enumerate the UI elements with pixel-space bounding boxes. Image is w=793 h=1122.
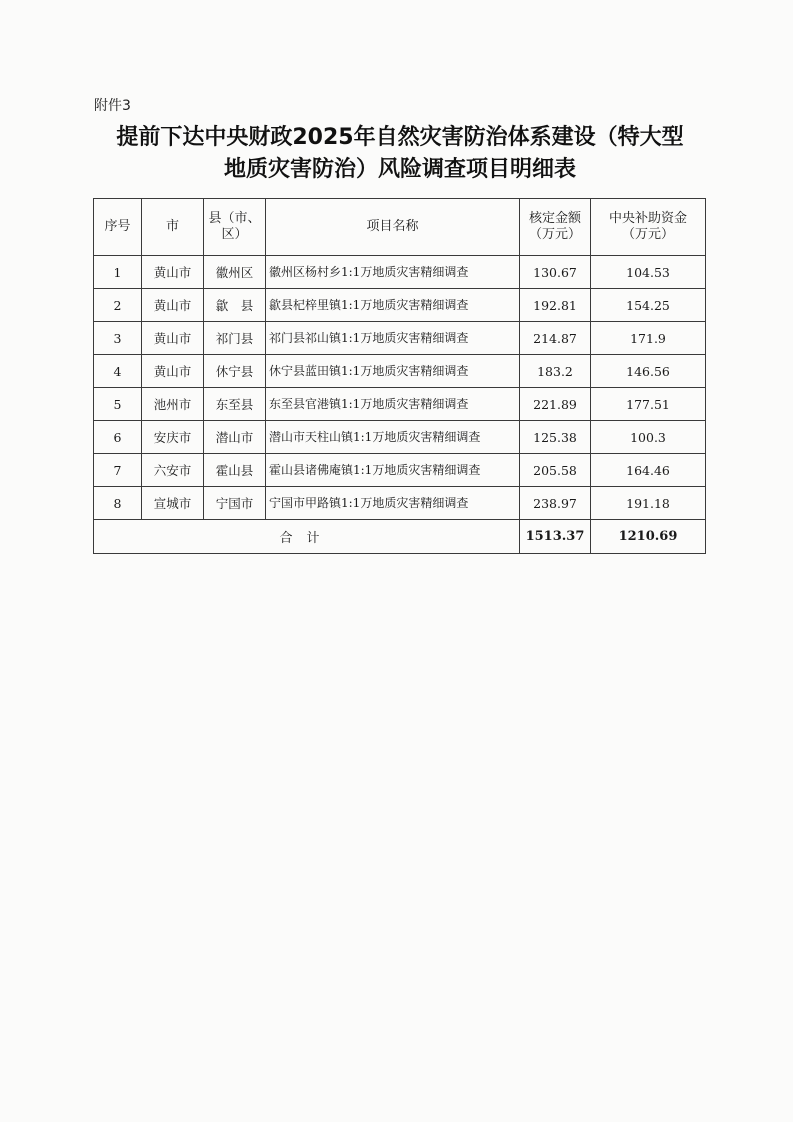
cell-county: 东至县 xyxy=(204,388,266,421)
header-subsidy-line2: （万元） xyxy=(621,227,674,242)
header-approved-line1: 核定金额 xyxy=(528,211,581,226)
cell-city: 池州市 xyxy=(142,388,204,421)
attachment-label: 附件3 xyxy=(94,98,131,114)
total-row xyxy=(94,520,706,554)
cell-approved: 205.58 xyxy=(520,454,591,487)
cell-project: 休宁县蓝田镇1:1万地质灾害精细调查 xyxy=(266,355,520,388)
cell-approved: 183.2 xyxy=(520,355,591,388)
table-row xyxy=(94,289,706,322)
total-subsidy: 1210.69 xyxy=(591,520,706,554)
header-project: 项目名称 xyxy=(266,199,520,256)
header-county-line2: 区） xyxy=(221,227,248,242)
header-subsidy-line1: 中央补助资金 xyxy=(608,211,687,226)
cell-approved: 221.89 xyxy=(520,388,591,421)
cell-county: 徽州区 xyxy=(204,256,266,289)
cell-approved: 125.38 xyxy=(520,421,591,454)
cell-index: 3 xyxy=(94,322,142,355)
cell-approved: 214.87 xyxy=(520,322,591,355)
cell-subsidy: 146.56 xyxy=(591,355,706,388)
header-index: 序号 xyxy=(94,199,142,256)
cell-subsidy: 104.53 xyxy=(591,256,706,289)
cell-county: 休宁县 xyxy=(204,355,266,388)
cell-city: 黄山市 xyxy=(142,322,204,355)
cell-index: 5 xyxy=(94,388,142,421)
total-label: 合计 xyxy=(94,520,520,554)
table-row xyxy=(94,322,706,355)
cell-city: 宣城市 xyxy=(142,487,204,520)
document-title xyxy=(90,122,710,186)
table-row xyxy=(94,454,706,487)
cell-city: 黄山市 xyxy=(142,355,204,388)
title-line-2: 地质灾害防治）风险调查项目明细表 xyxy=(223,157,576,182)
cell-index: 6 xyxy=(94,421,142,454)
cell-county: 宁国市 xyxy=(204,487,266,520)
header-county-line1: 县（市、 xyxy=(208,211,261,226)
cell-project: 东至县官港镇1:1万地质灾害精细调查 xyxy=(266,388,520,421)
cell-city: 黄山市 xyxy=(142,289,204,322)
header-approved-line2: （万元） xyxy=(528,227,581,242)
header-city: 市 xyxy=(142,199,204,256)
header-subsidy xyxy=(591,199,706,256)
cell-project: 潜山市天柱山镇1:1万地质灾害精细调查 xyxy=(266,421,520,454)
cell-city: 安庆市 xyxy=(142,421,204,454)
cell-project: 宁国市甲路镇1:1万地质灾害精细调查 xyxy=(266,487,520,520)
cell-index: 8 xyxy=(94,487,142,520)
table-row xyxy=(94,388,706,421)
cell-project: 祁门县祁山镇1:1万地质灾害精细调查 xyxy=(266,322,520,355)
cell-index: 2 xyxy=(94,289,142,322)
cell-county: 祁门县 xyxy=(204,322,266,355)
cell-project: 霍山县诸佛庵镇1:1万地质灾害精细调查 xyxy=(266,454,520,487)
table-header-row xyxy=(94,199,706,256)
cell-index: 1 xyxy=(94,256,142,289)
cell-approved: 192.81 xyxy=(520,289,591,322)
project-detail-table xyxy=(93,198,706,554)
cell-county: 霍山县 xyxy=(204,454,266,487)
table-row xyxy=(94,421,706,454)
cell-county: 潜山市 xyxy=(204,421,266,454)
cell-index: 4 xyxy=(94,355,142,388)
cell-subsidy: 171.9 xyxy=(591,322,706,355)
title-line-1: 提前下达中央财政2025年自然灾害防治体系建设（特大型 xyxy=(116,125,684,150)
total-approved: 1513.37 xyxy=(520,520,591,554)
cell-project: 歙县杞梓里镇1:1万地质灾害精细调查 xyxy=(266,289,520,322)
header-approved xyxy=(520,199,591,256)
header-county xyxy=(204,199,266,256)
cell-subsidy: 154.25 xyxy=(591,289,706,322)
cell-project: 徽州区杨村乡1:1万地质灾害精细调查 xyxy=(266,256,520,289)
table-row xyxy=(94,355,706,388)
cell-city: 六安市 xyxy=(142,454,204,487)
cell-subsidy: 191.18 xyxy=(591,487,706,520)
cell-subsidy: 177.51 xyxy=(591,388,706,421)
cell-subsidy: 100.3 xyxy=(591,421,706,454)
cell-subsidy: 164.46 xyxy=(591,454,706,487)
cell-approved: 130.67 xyxy=(520,256,591,289)
cell-approved: 238.97 xyxy=(520,487,591,520)
cell-county: 歙 县 xyxy=(204,289,266,322)
table-row xyxy=(94,256,706,289)
cell-index: 7 xyxy=(94,454,142,487)
cell-city: 黄山市 xyxy=(142,256,204,289)
table-row xyxy=(94,487,706,520)
